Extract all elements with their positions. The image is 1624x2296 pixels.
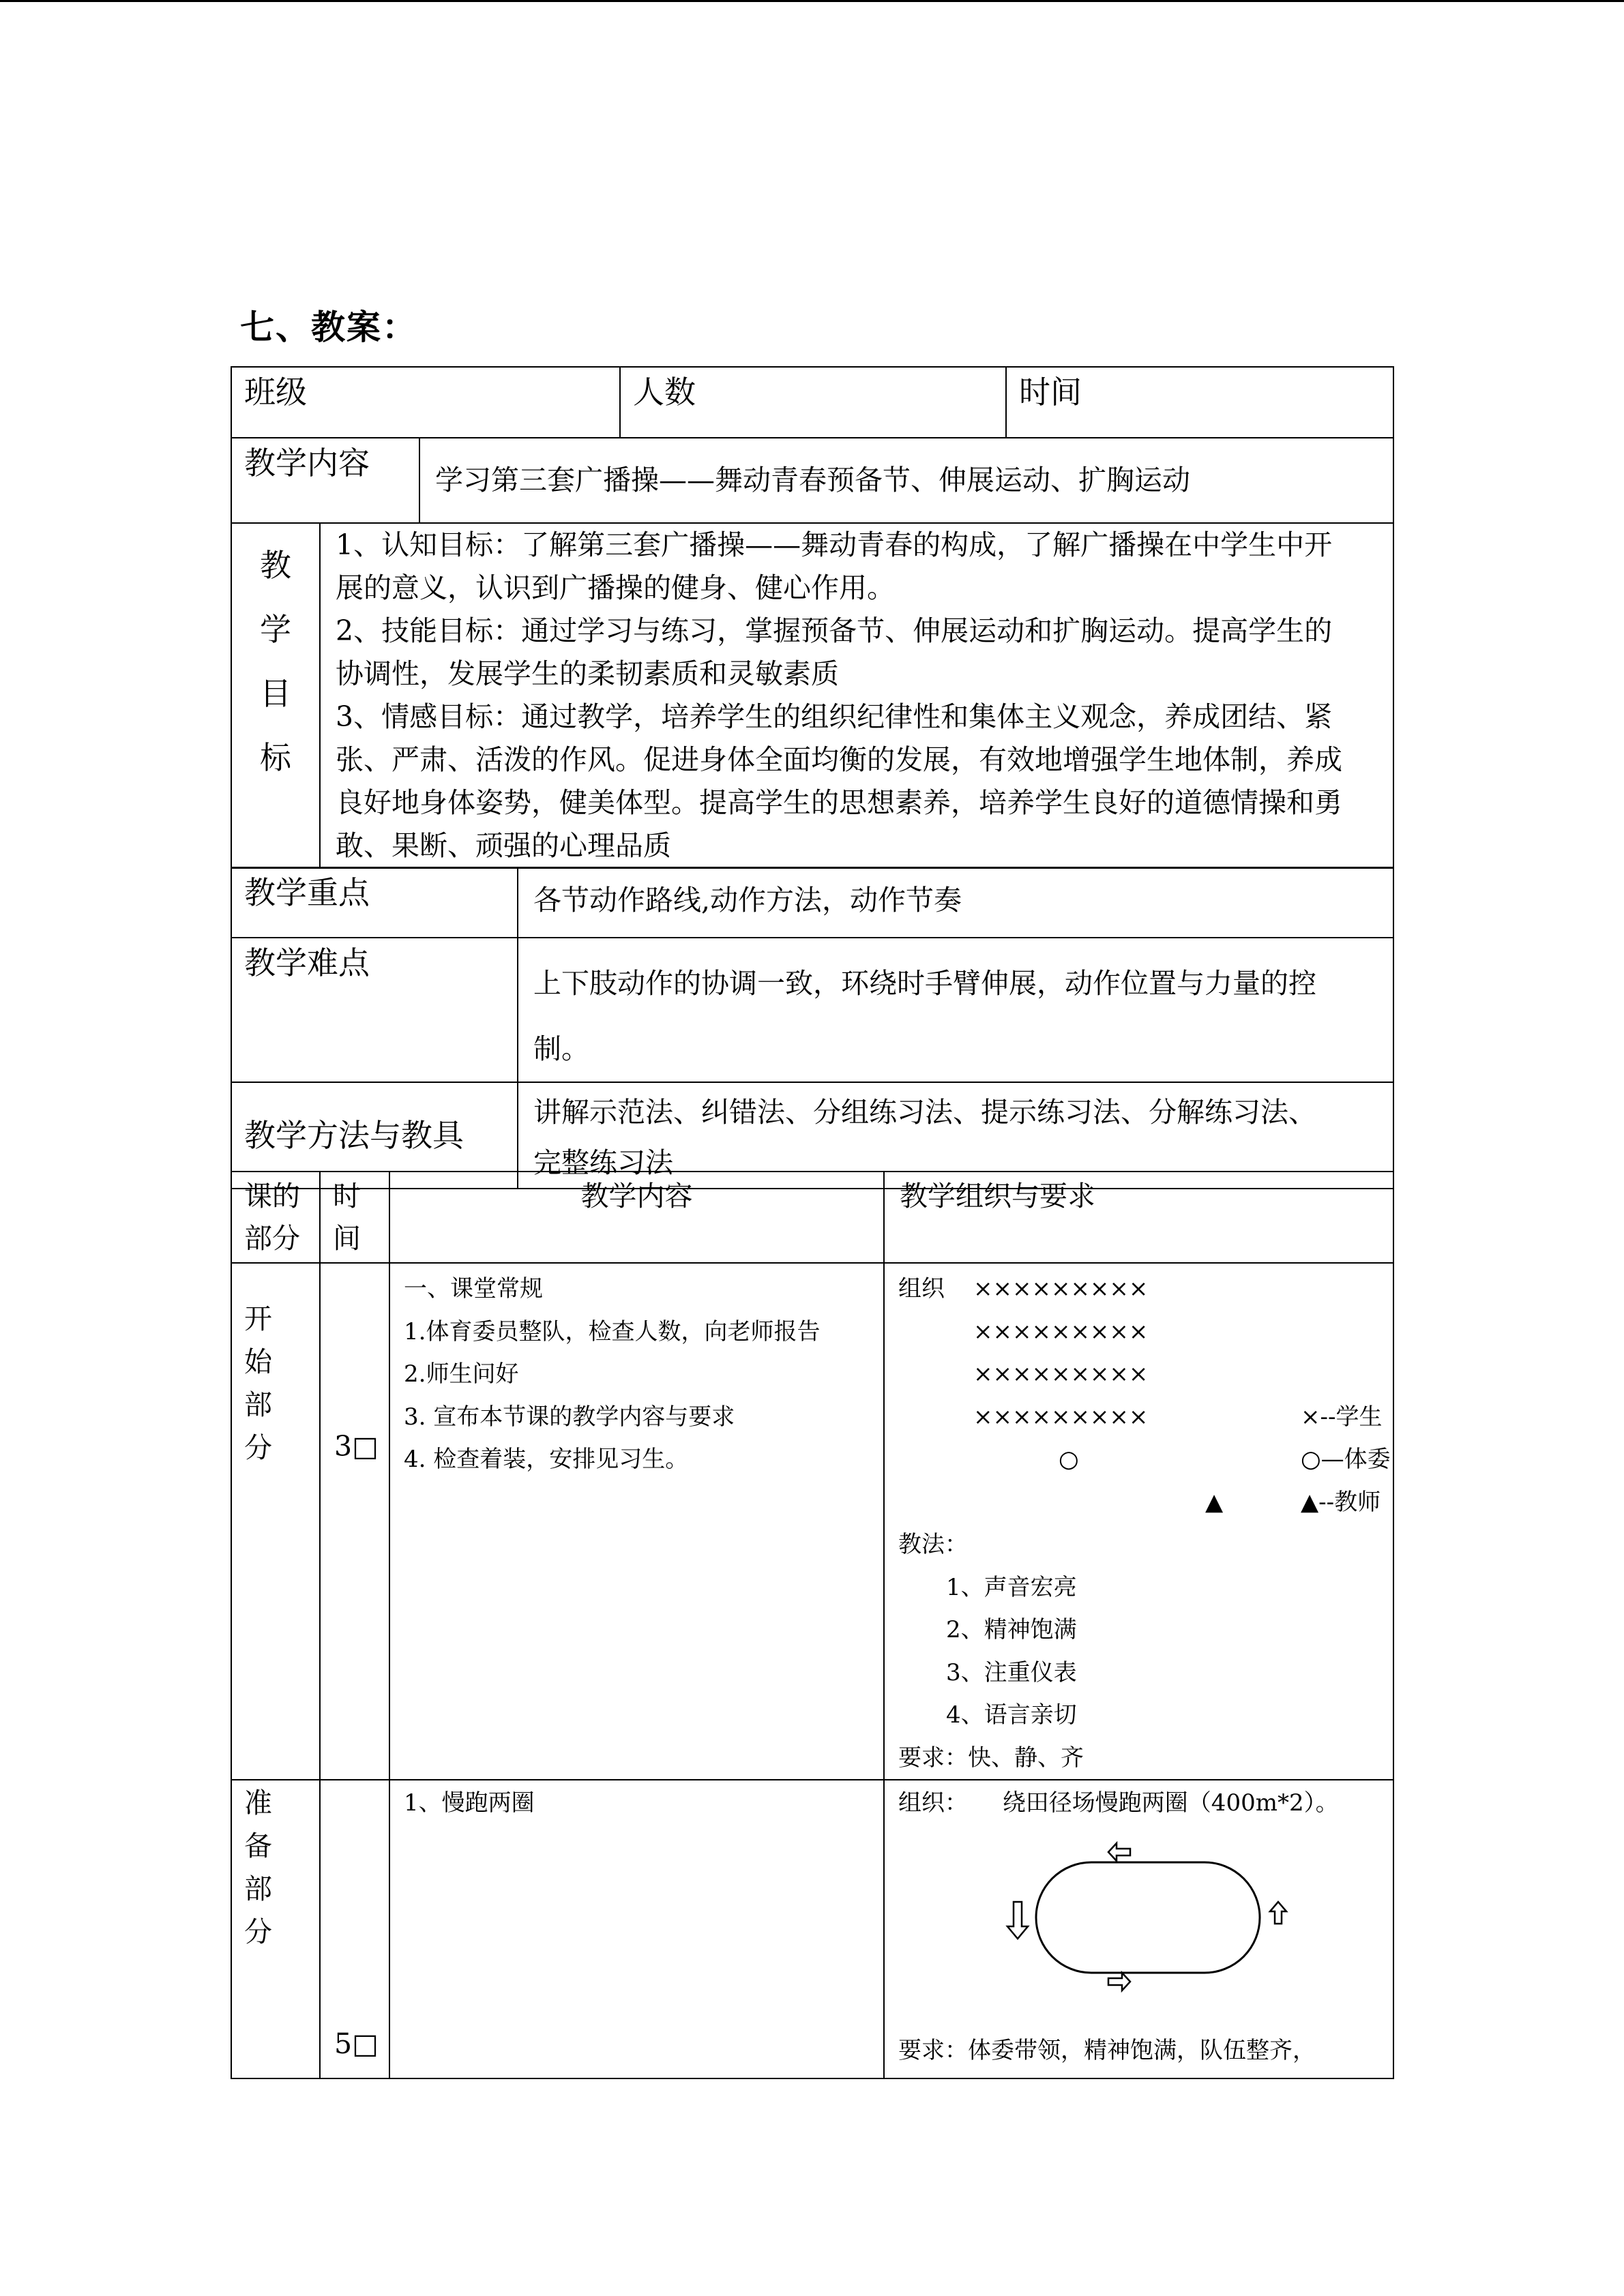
start-part-char: 分 [244,1431,272,1464]
prep-part-char: 准 [244,1787,272,1819]
count-label: 人数 [633,374,696,411]
content-value-cell [419,438,1393,523]
time-header-cell [320,1172,389,1263]
difficulties-label: 教学难点 [244,944,370,981]
objectives-label-char: 标 [260,739,291,776]
class-label: 班级 [244,374,307,411]
monitor-circle: ○ [1059,1446,1079,1473]
start-content-line: 4. 检查着装，安排见习生。 [404,1446,689,1473]
prep-requirement: 要求：体委带领，精神饱满，队伍整齐， [898,2037,1316,2064]
prep-org-text: 绕田径场慢跑两圈（400m*2）。 [1002,1789,1339,1817]
difficulties-value-cell [518,938,1393,1082]
arrow-down-icon [1007,1902,1028,1939]
arrow-right-icon [1108,1973,1130,1991]
method-item: 4、语言亲切 [946,1701,1077,1729]
time-header-line: 间 [333,1222,361,1255]
time-header-line: 时 [333,1180,361,1212]
start-content-line: 一、课堂常规 [404,1275,543,1302]
start-content-cell [389,1263,884,1780]
organization-header-cell [884,1172,1393,1263]
content-label-cell [231,438,419,523]
top-border-line [0,0,1624,2]
content-value: 学习第三套广播操——舞动青春预备节、伸展运动、扩胸运动 [435,464,1190,496]
student-row: ××××××××× [973,1275,1149,1302]
methods-tools-label: 教学方法与教具 [244,1117,464,1154]
prep-time-cell [320,1780,389,2078]
arrow-left-icon [1108,1843,1130,1861]
student-row: ××××××××× [973,1317,1149,1345]
part-header-line: 部分 [244,1222,300,1255]
start-content-line: 2.师生问好 [404,1360,519,1388]
objectives-label-char: 学 [260,611,291,648]
start-part-char: 始 [244,1345,272,1378]
legend-monitor: ○—体委 [1301,1446,1391,1473]
objectives-label-cell [231,523,320,868]
formation-grid [898,1268,1391,1523]
time-label: 时间 [1019,374,1082,411]
method-item: 2、精神饱满 [946,1616,1077,1643]
arrow-up-icon [1270,1902,1286,1924]
start-requirement: 要求：快、静、齐 [898,1744,1084,1772]
part-header-cell [231,1172,320,1263]
header-table [231,366,1394,438]
prep-content: 1、慢跑两圈 [404,1789,535,1817]
class-cell [231,367,620,438]
page-heading: 七、教案： [240,307,417,347]
content-header: 教学内容 [580,1180,693,1212]
time-cell [1006,367,1393,438]
org-label: 组织 [898,1275,945,1302]
track-diagram [987,1836,1342,2014]
prep-part-cell [231,1780,320,2078]
method-list [898,1566,1379,1737]
start-part-cell [231,1263,320,1780]
objective-line: 敢、果断、顽强的心理品质 [336,829,671,862]
difficulties-line: 制。 [533,1032,589,1065]
key-points-label-cell [231,867,518,938]
content-header-cell [389,1172,884,1263]
organization-header: 教学组织与要求 [900,1180,1095,1212]
start-time-cell [320,1263,389,1780]
prep-part-char: 备 [244,1830,272,1862]
key-points-value: 各节动作路线,动作方法，动作节奏 [533,884,962,916]
part-header-line: 课的 [244,1180,300,1212]
legend-student: ×--学生 [1301,1403,1383,1431]
objectives-table [231,522,1394,869]
objective-line: 2、技能目标：通过学习与练习，掌握预备节、伸展运动和扩胸运动。提高学生的 [336,614,1333,647]
focus-table [231,867,1394,1189]
content-table [231,437,1394,524]
prep-part-char: 部 [244,1873,272,1905]
objective-line: 1、认知目标：了解第三套广播操——舞动青春的构成，了解广播操在中学生中开 [336,528,1333,561]
key-points-value-cell [518,867,1393,938]
start-content-line: 3. 宣布本节课的教学内容与要求 [404,1403,735,1431]
start-time: 3□ [334,1430,379,1463]
start-part-char: 开 [244,1302,272,1335]
start-content-line: 1.体育委员整队，检查人数，向老师报告 [404,1317,821,1345]
student-row: ××××××××× [973,1360,1149,1388]
objective-line: 展的意义，认识到广播操的健身、健心作用。 [336,571,895,604]
teacher-triangle: ▲ [1205,1488,1224,1516]
prep-time: 5□ [334,2027,379,2060]
objective-line: 协调性，发展学生的柔韧素质和灵敏素质 [336,657,839,690]
objectives-text-cell [320,523,1393,868]
method-title: 教法： [898,1531,968,1558]
prep-org-label: 组织： [898,1789,968,1817]
key-points-label: 教学重点 [244,874,370,911]
difficulties-line: 上下肢动作的协调一致，环绕时手臂伸展，动作位置与力量的控 [533,967,1316,1000]
objective-line: 张、严肃、活泼的作风。促进身体全面均衡的发展，有效地增强学生地体制，养成 [336,743,1342,776]
student-row: ××××××××× [973,1403,1149,1431]
objective-line: 良好地身体姿势，健美体型。提高学生的思想素养，培养学生良好的道德情操和勇 [336,786,1342,819]
start-organization-cell [884,1263,1393,1780]
count-cell [620,367,1006,438]
prep-organization-cell [884,1780,1393,2078]
methods-tools-line: 完整练习法 [533,1146,673,1179]
start-part-char: 部 [244,1388,272,1421]
method-item: 1、声音宏亮 [946,1573,1077,1601]
difficulties-label-cell [231,938,518,1082]
content-label: 教学内容 [244,445,370,481]
legend-teacher: ▲--教师 [1301,1488,1381,1516]
track-oval [1036,1862,1260,1973]
method-item: 3、注重仪表 [946,1658,1077,1686]
prep-part-char: 分 [244,1915,272,1948]
objectives-label-char: 教 [260,547,291,584]
objectives-label-char: 目 [260,675,291,712]
objective-line: 3、情感目标：通过教学，培养学生的组织纪律性和集体主义观念，养成团结、紧 [336,700,1333,733]
methods-tools-line: 讲解示范法、纠错法、分组练习法、提示练习法、分解练习法、 [533,1096,1316,1129]
prep-content-cell [389,1780,884,2078]
prep-org-line [898,1782,1379,1825]
lesson-table [231,1171,1394,2079]
